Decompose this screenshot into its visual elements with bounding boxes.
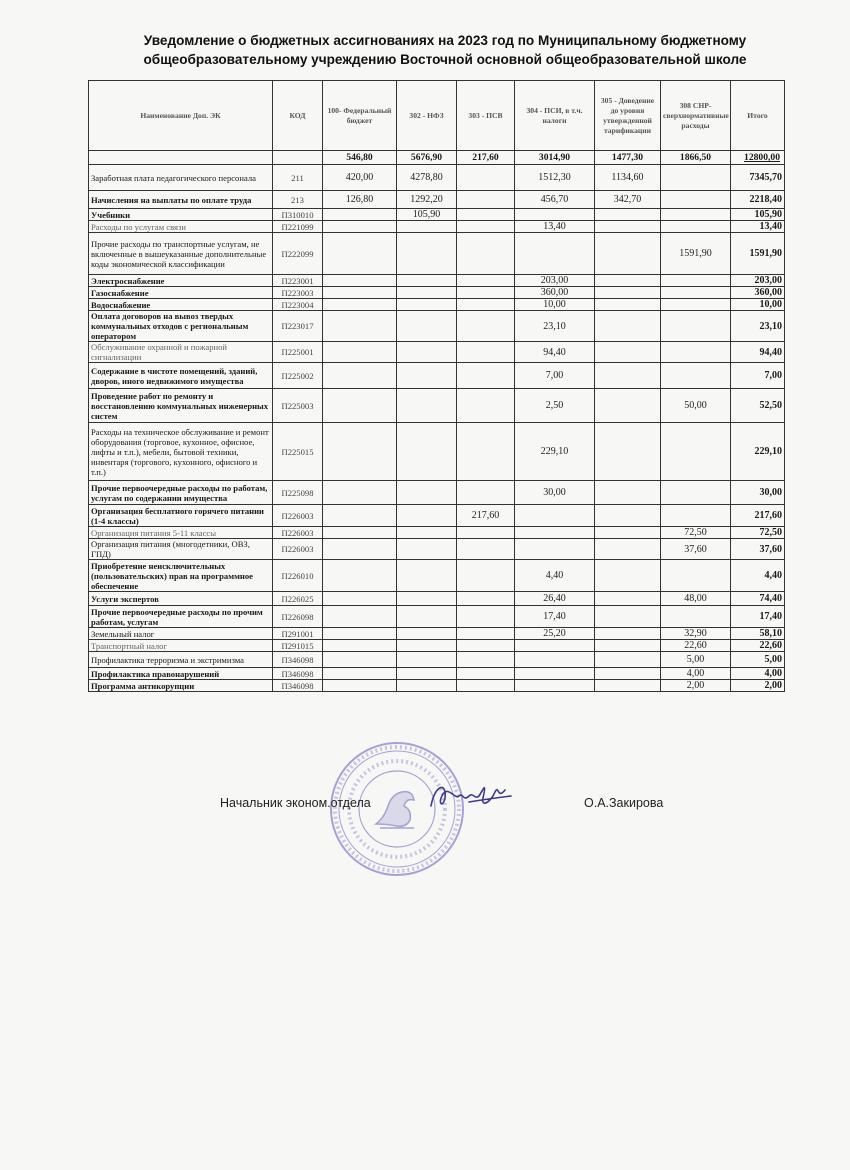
expense-name-cell: Услуги экспертов [89, 592, 273, 606]
table-row [89, 423, 785, 481]
amount-cell-302 [397, 311, 457, 342]
code-cell: П310010 [273, 209, 323, 221]
amount-cell-303 [457, 275, 515, 287]
amount-cell-304 [515, 209, 595, 221]
amount-cell-305 [595, 539, 661, 560]
amount-cell-308: 50,00 [661, 389, 731, 423]
amount-cell-303 [457, 423, 515, 481]
amount-cell-100 [323, 299, 397, 311]
amount-cell-308: 37,60 [661, 539, 731, 560]
amount-cell-305 [595, 668, 661, 680]
amount-cell-302 [397, 680, 457, 692]
code-cell: П226025 [273, 592, 323, 606]
row-total-cell: 17,40 [731, 606, 785, 628]
document-title: Уведомление о бюджетных ассигнованиях на 2023 год по Муниципальному бюджетному общеобразовательному учреждению Восточной основной общеобразовательной школе [143, 33, 747, 67]
code-cell: П225098 [273, 481, 323, 505]
amount-cell-100 [323, 628, 397, 640]
amount-cell-305 [595, 680, 661, 692]
amount-cell-308: 2,00 [661, 680, 731, 692]
code-cell: П226003 [273, 539, 323, 560]
signer-name: О.А.Закирова [584, 796, 664, 810]
table-row [89, 481, 785, 505]
amount-cell-303 [457, 527, 515, 539]
code-cell: 211 [273, 165, 323, 191]
amount-cell-308 [661, 560, 731, 592]
amount-cell-305 [595, 389, 661, 423]
amount-cell-304: 94,40 [515, 342, 595, 363]
totals-cell: 1866,50 [661, 151, 731, 165]
table-row [89, 560, 785, 592]
amount-cell-100 [323, 527, 397, 539]
amount-cell-305 [595, 363, 661, 389]
amount-cell-308 [661, 165, 731, 191]
row-total-cell: 7345,70 [731, 165, 785, 191]
table-row [89, 287, 785, 299]
amount-cell-308: 5,00 [661, 652, 731, 668]
amount-cell-100 [323, 560, 397, 592]
row-total-cell: 229,10 [731, 423, 785, 481]
row-total-cell: 360,00 [731, 287, 785, 299]
amount-cell-304: 10,00 [515, 299, 595, 311]
amount-cell-302 [397, 592, 457, 606]
expense-name-cell: Содержание в чистоте помещений, зданий, дворов, иного недвижимого имущества [89, 363, 273, 389]
amount-cell-304 [515, 505, 595, 527]
expense-name-cell: Проведение работ по ремонту и восстановлению коммунальных инженерных систем [89, 389, 273, 423]
amount-cell-308 [661, 221, 731, 233]
amount-cell-302 [397, 606, 457, 628]
table-row [89, 233, 785, 275]
table-row [89, 527, 785, 539]
expense-name-cell: Расходы по услугам связи [89, 221, 273, 233]
amount-cell-304: 13,40 [515, 221, 595, 233]
expense-name-cell: Начисления на выплаты по оплате труда [89, 191, 273, 209]
amount-cell-305 [595, 652, 661, 668]
amount-cell-100 [323, 209, 397, 221]
amount-cell-308: 1591,90 [661, 233, 731, 275]
amount-cell-303 [457, 209, 515, 221]
amount-cell-302 [397, 275, 457, 287]
amount-cell-305 [595, 233, 661, 275]
column-header-100: 100- Федеральный бюджет [323, 81, 397, 151]
amount-cell-303 [457, 233, 515, 275]
amount-cell-302 [397, 640, 457, 652]
code-cell: П226098 [273, 606, 323, 628]
amount-cell-302 [397, 652, 457, 668]
amount-cell-305 [595, 287, 661, 299]
amount-cell-100 [323, 539, 397, 560]
amount-cell-302 [397, 539, 457, 560]
code-cell: П225015 [273, 423, 323, 481]
table-row [89, 680, 785, 692]
expense-name-cell: Водоснабжение [89, 299, 273, 311]
amount-cell-303 [457, 191, 515, 209]
code-cell: П226010 [273, 560, 323, 592]
code-cell: П223001 [273, 275, 323, 287]
row-total-cell: 94,40 [731, 342, 785, 363]
expense-name-cell: Транспортный налог [89, 640, 273, 652]
amount-cell-308 [661, 363, 731, 389]
amount-cell-100 [323, 221, 397, 233]
totals-row [89, 151, 785, 165]
table-row [89, 275, 785, 287]
amount-cell-304 [515, 680, 595, 692]
amount-cell-308 [661, 311, 731, 342]
table-row [89, 389, 785, 423]
amount-cell-305: 342,70 [595, 191, 661, 209]
amount-cell-308 [661, 481, 731, 505]
column-header-305: 305 - Доведение до уровня утвержденной тарификации [595, 81, 661, 151]
amount-cell-305 [595, 221, 661, 233]
column-header-304: 304 - ПСИ, в т.ч. налоги [515, 81, 595, 151]
amount-cell-100: 126,80 [323, 191, 397, 209]
amount-cell-305 [595, 505, 661, 527]
amount-cell-305 [595, 311, 661, 342]
amount-cell-308: 72,50 [661, 527, 731, 539]
amount-cell-100 [323, 287, 397, 299]
table-row [89, 299, 785, 311]
amount-cell-100 [323, 668, 397, 680]
amount-cell-302 [397, 527, 457, 539]
amount-cell-305 [595, 560, 661, 592]
amount-cell-100 [323, 389, 397, 423]
code-cell: П226003 [273, 505, 323, 527]
row-total-cell: 37,60 [731, 539, 785, 560]
amount-cell-303 [457, 363, 515, 389]
amount-cell-303 [457, 481, 515, 505]
column-header-303: 303 - ПСВ [457, 81, 515, 151]
amount-cell-100 [323, 342, 397, 363]
totals-cell: 3014,90 [515, 151, 595, 165]
row-total-cell: 4,40 [731, 560, 785, 592]
amount-cell-304 [515, 539, 595, 560]
amount-cell-308 [661, 191, 731, 209]
table-row [89, 668, 785, 680]
amount-cell-100 [323, 233, 397, 275]
table-row [89, 652, 785, 668]
amount-cell-302 [397, 287, 457, 299]
table-row [89, 606, 785, 628]
amount-cell-100 [323, 592, 397, 606]
code-cell: П346098 [273, 668, 323, 680]
expense-name-cell: Электроснабжение [89, 275, 273, 287]
table-row [89, 539, 785, 560]
amount-cell-308: 22,60 [661, 640, 731, 652]
row-total-cell: 2,00 [731, 680, 785, 692]
expense-name-cell: Программа антикорупции [89, 680, 273, 692]
table-row [89, 342, 785, 363]
amount-cell-100: 420,00 [323, 165, 397, 191]
amount-cell-303 [457, 539, 515, 560]
row-total-cell: 74,40 [731, 592, 785, 606]
row-total-cell: 5,00 [731, 652, 785, 668]
amount-cell-308: 32,90 [661, 628, 731, 640]
code-cell: П223004 [273, 299, 323, 311]
amount-cell-304 [515, 640, 595, 652]
amount-cell-305 [595, 299, 661, 311]
row-total-cell: 7,00 [731, 363, 785, 389]
code-cell: П226003 [273, 527, 323, 539]
amount-cell-302 [397, 299, 457, 311]
row-total-cell: 203,00 [731, 275, 785, 287]
amount-cell-305 [595, 481, 661, 505]
expense-name-cell: Профилактика правонарушений [89, 668, 273, 680]
column-header-302: 302 - НФЗ [397, 81, 457, 151]
amount-cell-304: 456,70 [515, 191, 595, 209]
amount-cell-308 [661, 505, 731, 527]
code-cell: П221099 [273, 221, 323, 233]
amount-cell-100 [323, 363, 397, 389]
expense-name-cell: Газоснабжение [89, 287, 273, 299]
expense-name-cell: Организация питания 5-11 классы [89, 527, 273, 539]
expense-name-cell: Профилактика терроризма и экстримизма [89, 652, 273, 668]
totals-cell [89, 151, 273, 165]
expense-name-cell: Расходы на техническое обслуживание и ремонт оборудования (торговое, кухонное, офисное, лифты и т.п.), мебели, бытовой техники, инвентаря (торгового, кухонного, офисного и т.п.) [89, 423, 273, 481]
amount-cell-302: 4278,80 [397, 165, 457, 191]
budget-table [88, 80, 785, 692]
amount-cell-304: 23,10 [515, 311, 595, 342]
row-total-cell: 10,00 [731, 299, 785, 311]
code-cell: П346098 [273, 652, 323, 668]
expense-name-cell: Оплата договоров на вывоз твердых коммунальных отходов с региональным оператором [89, 311, 273, 342]
totals-cell [273, 151, 323, 165]
row-total-cell: 58,10 [731, 628, 785, 640]
amount-cell-304: 7,00 [515, 363, 595, 389]
row-total-cell: 105,90 [731, 209, 785, 221]
amount-cell-303 [457, 606, 515, 628]
row-total-cell: 2218,40 [731, 191, 785, 209]
amount-cell-304: 229,10 [515, 423, 595, 481]
totals-cell: 546,80 [323, 151, 397, 165]
grand-total-cell: 12800,00 [731, 151, 785, 165]
code-cell: П225001 [273, 342, 323, 363]
table-header-row [89, 81, 785, 151]
amount-cell-100 [323, 680, 397, 692]
amount-cell-302 [397, 481, 457, 505]
row-total-cell: 23,10 [731, 311, 785, 342]
amount-cell-308 [661, 275, 731, 287]
amount-cell-302 [397, 342, 457, 363]
amount-cell-100 [323, 652, 397, 668]
amount-cell-100 [323, 275, 397, 287]
amount-cell-305 [595, 606, 661, 628]
amount-cell-302 [397, 233, 457, 275]
handwritten-signature-icon [425, 778, 515, 814]
amount-cell-305 [595, 592, 661, 606]
amount-cell-303 [457, 165, 515, 191]
expense-name-cell: Заработная плата педагогического персонала [89, 165, 273, 191]
amount-cell-304: 17,40 [515, 606, 595, 628]
table-row [89, 311, 785, 342]
amount-cell-308 [661, 606, 731, 628]
amount-cell-308: 4,00 [661, 668, 731, 680]
row-total-cell: 52,50 [731, 389, 785, 423]
amount-cell-303 [457, 592, 515, 606]
amount-cell-303 [457, 389, 515, 423]
amount-cell-305 [595, 628, 661, 640]
row-total-cell: 13,40 [731, 221, 785, 233]
amount-cell-305: 1134,60 [595, 165, 661, 191]
row-total-cell: 4,00 [731, 668, 785, 680]
amount-cell-302 [397, 505, 457, 527]
amount-cell-304 [515, 668, 595, 680]
code-cell: П291001 [273, 628, 323, 640]
amount-cell-302 [397, 668, 457, 680]
amount-cell-305 [595, 209, 661, 221]
amount-cell-304 [515, 233, 595, 275]
amount-cell-305 [595, 640, 661, 652]
code-cell: 213 [273, 191, 323, 209]
table-row [89, 221, 785, 233]
amount-cell-303 [457, 342, 515, 363]
amount-cell-308 [661, 299, 731, 311]
table-row [89, 640, 785, 652]
amount-cell-304: 4,40 [515, 560, 595, 592]
row-total-cell: 72,50 [731, 527, 785, 539]
expense-name-cell: Прочие первоочередные расходы по работам, услугам по содержании имущества [89, 481, 273, 505]
amount-cell-303 [457, 287, 515, 299]
row-total-cell: 217,60 [731, 505, 785, 527]
table-row [89, 191, 785, 209]
amount-cell-304: 1512,30 [515, 165, 595, 191]
amount-cell-304: 203,00 [515, 275, 595, 287]
amount-cell-303: 217,60 [457, 505, 515, 527]
table-row [89, 165, 785, 191]
amount-cell-304: 2,50 [515, 389, 595, 423]
code-cell: П223017 [273, 311, 323, 342]
amount-cell-308 [661, 209, 731, 221]
row-total-cell: 30,00 [731, 481, 785, 505]
table-row [89, 363, 785, 389]
code-cell: П225002 [273, 363, 323, 389]
amount-cell-303 [457, 652, 515, 668]
amount-cell-303 [457, 311, 515, 342]
table-row [89, 505, 785, 527]
amount-cell-100 [323, 481, 397, 505]
expense-name-cell: Земельный налог [89, 628, 273, 640]
amount-cell-302 [397, 363, 457, 389]
totals-cell: 1477,30 [595, 151, 661, 165]
amount-cell-100 [323, 311, 397, 342]
signer-position: Начальник эконом.отдела [220, 796, 371, 810]
amount-cell-302: 1292,20 [397, 191, 457, 209]
amount-cell-305 [595, 527, 661, 539]
expense-name-cell: Приобретение неисключительных (пользовательских) прав на программное обеспечение [89, 560, 273, 592]
amount-cell-302: 105,90 [397, 209, 457, 221]
amount-cell-304: 25,20 [515, 628, 595, 640]
amount-cell-302 [397, 221, 457, 233]
column-header-kod: КОД [273, 81, 323, 151]
amount-cell-303 [457, 680, 515, 692]
column-header-name: Наименование Доп. ЭК [89, 81, 273, 151]
table-row [89, 628, 785, 640]
totals-cell: 217,60 [457, 151, 515, 165]
amount-cell-304: 30,00 [515, 481, 595, 505]
expense-name-cell: Организация питания (многодетники, ОВЗ, ГПД) [89, 539, 273, 560]
amount-cell-304: 360,00 [515, 287, 595, 299]
expense-name-cell: Обслуживание охранной и пожарной сигнализации [89, 342, 273, 363]
amount-cell-305 [595, 275, 661, 287]
amount-cell-100 [323, 606, 397, 628]
row-total-cell: 22,60 [731, 640, 785, 652]
code-cell: П223003 [273, 287, 323, 299]
amount-cell-302 [397, 628, 457, 640]
amount-cell-303 [457, 299, 515, 311]
amount-cell-302 [397, 389, 457, 423]
amount-cell-303 [457, 640, 515, 652]
amount-cell-100 [323, 423, 397, 481]
amount-cell-305 [595, 342, 661, 363]
amount-cell-308 [661, 423, 731, 481]
amount-cell-304 [515, 527, 595, 539]
expense-name-cell: Прочие первоочередные расходы по прочим работам, услугам [89, 606, 273, 628]
amount-cell-100 [323, 505, 397, 527]
column-header-total: Итого [731, 81, 785, 151]
totals-cell: 5676,90 [397, 151, 457, 165]
row-total-cell: 1591,90 [731, 233, 785, 275]
table-row [89, 592, 785, 606]
code-cell: П222099 [273, 233, 323, 275]
amount-cell-308: 48,00 [661, 592, 731, 606]
table-row [89, 209, 785, 221]
amount-cell-308 [661, 342, 731, 363]
column-header-308: 308 СНР-сверхнормативные расходы [661, 81, 731, 151]
amount-cell-302 [397, 560, 457, 592]
amount-cell-302 [397, 423, 457, 481]
amount-cell-304: 26,40 [515, 592, 595, 606]
amount-cell-305 [595, 423, 661, 481]
amount-cell-303 [457, 221, 515, 233]
code-cell: П291015 [273, 640, 323, 652]
expense-name-cell: Прочие расходы по транспортные услугам, не включенные в вышеуказанные дополнительные коды экономической классификации [89, 233, 273, 275]
code-cell: П346098 [273, 680, 323, 692]
amount-cell-303 [457, 560, 515, 592]
expense-name-cell: Учебники [89, 209, 273, 221]
amount-cell-100 [323, 640, 397, 652]
expense-name-cell: Организация бесплатного горячего питании (1-4 классы) [89, 505, 273, 527]
amount-cell-303 [457, 628, 515, 640]
code-cell: П225003 [273, 389, 323, 423]
amount-cell-303 [457, 668, 515, 680]
amount-cell-308 [661, 287, 731, 299]
amount-cell-304 [515, 652, 595, 668]
